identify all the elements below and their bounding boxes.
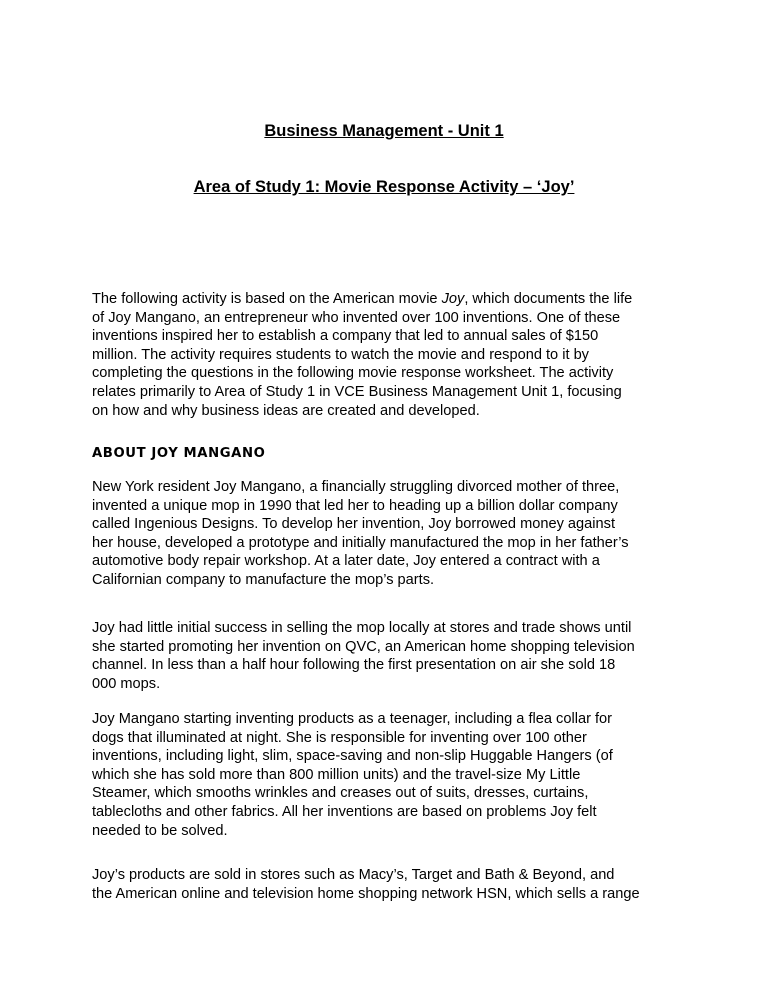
- intro-line-text: The following activity is based on the American movie: [92, 291, 442, 307]
- paragraph-line: New York resident Joy Mangano, a financially struggling divorced mother of three,: [92, 479, 620, 495]
- section-heading: ABOUT JOY MANGANO: [92, 446, 266, 461]
- paragraph-line: invented a unique mop in 1990 that led her to heading up a billion dollar company: [92, 497, 618, 514]
- paragraph-line: dogs that illuminated at night. She is responsible for inventing over 100 other: [92, 729, 587, 746]
- body-paragraph: [92, 619, 692, 693]
- intro-line-tail: , which documents the life: [464, 291, 633, 307]
- paragraph-line: called Ingenious Designs. To develop her invention, Joy borrowed money against: [92, 516, 615, 533]
- intro-line: relates primarily to Area of Study 1 in VCE Business Management Unit 1, focusing: [92, 383, 622, 400]
- intro-line: completing the questions in the following movie response worksheet. The activity: [92, 365, 614, 382]
- movie-title: Joy: [441, 291, 465, 307]
- paragraph-line: Joy had little initial success in selling the mop locally at stores and trade shows until: [92, 620, 632, 636]
- intro-line: inventions inspired her to establish a company that led to annual sales of $150: [92, 328, 599, 345]
- body-paragraph: [92, 710, 692, 840]
- intro-paragraph: [92, 290, 692, 420]
- body-paragraph: [92, 866, 692, 903]
- paragraph-line: Joy’s products are sold in stores such as Macy’s, Target and Bath & Beyond, and: [92, 867, 615, 883]
- paragraph-line: automotive body repair workshop. At a later date, Joy entered a contract with a: [92, 553, 600, 570]
- paragraph-line: Californian company to manufacture the mop’s parts.: [92, 571, 435, 588]
- body-paragraph: [92, 478, 692, 590]
- intro-line: of Joy Mangano, an entrepreneur who invented over 100 inventions. One of these: [92, 309, 621, 326]
- paragraph-line: needed to be solved.: [92, 822, 228, 839]
- paragraph-line: 000 mops.: [92, 675, 161, 692]
- intro-line: on how and why business ideas are created and developed.: [92, 402, 480, 419]
- paragraph-line: the American online and television home shopping network HSN, which sells a range: [92, 885, 640, 902]
- paragraph-line: Steamer, which smooths wrinkles and creases out of suits, dresses, curtains,: [92, 785, 589, 802]
- paragraph-line: she started promoting her invention on QVC, an American home shopping television: [92, 638, 635, 655]
- intro-line: million. The activity requires students to watch the movie and respond to it by: [92, 346, 589, 363]
- paragraph-line: which she has sold more than 800 million units) and the travel-size My Little: [92, 766, 581, 783]
- paragraph-line: channel. In less than a half hour following the first presentation on air she sold 18: [92, 657, 616, 674]
- paragraph-line: inventions, including light, slim, space-saving and non-slip Huggable Hangers (of: [92, 748, 613, 765]
- paragraph-line: tablecloths and other fabrics. All her inventions are based on problems Joy felt: [92, 803, 597, 820]
- paragraph-line: Joy Mangano starting inventing products as a teenager, including a flea collar for: [92, 711, 613, 727]
- document-title: Business Management - Unit 1: [264, 122, 504, 140]
- document-subtitle: Area of Study 1: Movie Response Activity – ‘Joy’: [193, 178, 575, 196]
- paragraph-line: her house, developed a prototype and initially manufactured the mop in her father’s: [92, 534, 629, 551]
- intro-line: [92, 290, 692, 309]
